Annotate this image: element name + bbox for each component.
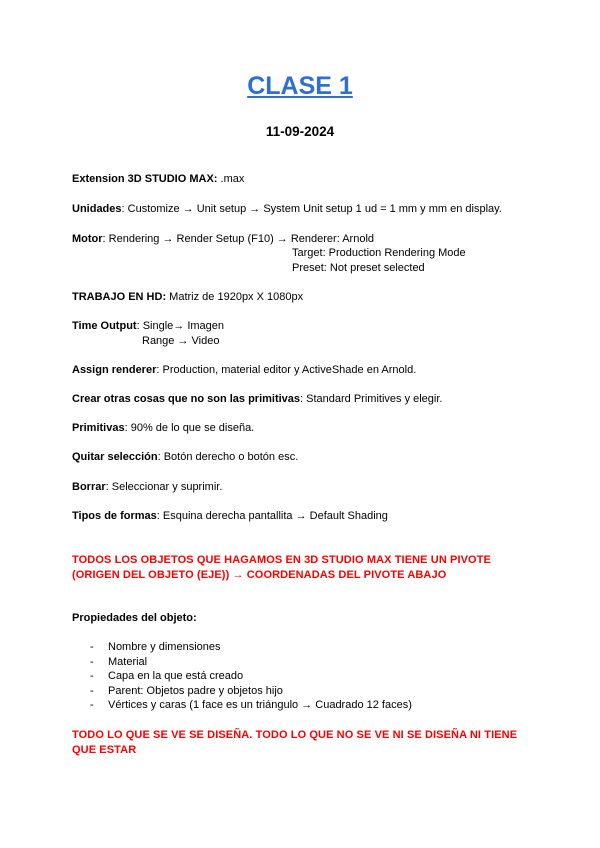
list-item-text: Parent: Objetos padre y objetos hijo [108, 684, 283, 697]
assign-text: : Production, material editor y ActiveShade en Arnold. [156, 364, 417, 376]
unidades-line [72, 202, 502, 216]
list-item [72, 640, 412, 655]
motor-target: Target: Production Rendering Mode [292, 247, 466, 259]
properties-title: Propiedades del objeto: [72, 612, 197, 624]
time-label: Time Output [72, 320, 137, 332]
primitivas-text: : 90% de lo que se diseña. [124, 422, 255, 434]
motor-text: : Rendering → Render Setup (F10) → Renderer: Arnold [102, 233, 375, 245]
crear-label: Crear otras cosas que no son las primitivas [72, 393, 301, 405]
assign-line [72, 363, 416, 377]
properties-list [72, 640, 412, 713]
unidades-text: : Customize → Unit setup → System Unit setup 1 ud = 1 mm y mm en display. [121, 203, 502, 215]
time-line [72, 319, 224, 333]
crear-text: : Standard Primitives y elegir. [300, 393, 443, 405]
time-text: : Single→ Imagen [136, 320, 225, 332]
list-bullet: - [90, 699, 94, 712]
primitivas-label: Primitivas [72, 422, 125, 434]
extension-line [72, 172, 244, 186]
tipos-text: : Esquina derecha pantallita → Default Shading [156, 510, 388, 522]
list-item-text: Capa en la que está creado [108, 670, 244, 683]
list-bullet: - [90, 684, 94, 697]
unidades-label: Unidades [72, 203, 122, 215]
list-item [72, 698, 412, 713]
motor-preset: Preset: Not preset selected [292, 262, 425, 274]
tipos-label: Tipos de formas [72, 510, 157, 522]
quitar-label: Quitar selección [72, 451, 158, 463]
list-item-text: Vértices y caras (1 face es un triángulo → Cuadrado 12 faces) [108, 699, 412, 712]
list-bullet: - [90, 670, 94, 683]
list-item [72, 684, 412, 699]
list-bullet: - [90, 641, 94, 653]
extension-label: Extension 3D STUDIO MAX: [72, 173, 218, 185]
date: 11-09-2024 [265, 124, 335, 139]
borrar-text: : Seleccionar y suprimir. [105, 481, 223, 493]
assign-label: Assign renderer [72, 364, 157, 376]
quitar-text: : Botón derecho o botón esc. [157, 451, 299, 463]
trabajo-label: TRABAJO EN HD: [72, 291, 167, 303]
borrar-label: Borrar [72, 481, 106, 493]
trabajo-line [72, 290, 303, 304]
trabajo-text: Matriz de 1920px X 1080px [166, 291, 304, 303]
quitar-line [72, 450, 298, 464]
design-note: TODO LO QUE SE VE SE DISEÑA. TODO LO QUE NO SE VE NI SE DISEÑA NI TIENE QUE ESTAR [72, 729, 518, 756]
pivot-note: TODOS LOS OBJETOS QUE HAGAMOS EN 3D STUDIO MAX TIENE UN PIVOTE (ORIGEN DEL OBJETO (EJE)) → COORDENADAS DEL PIVOTE ABAJO [72, 554, 491, 581]
page-title: CLASE 1 [247, 72, 353, 100]
list-item [72, 669, 412, 684]
list-bullet: - [90, 655, 94, 668]
extension-text: .max [217, 173, 245, 185]
primitivas-line [72, 421, 254, 435]
list-item-text: Nombre y dimensiones [108, 641, 221, 653]
tipos-line [72, 509, 388, 523]
borrar-line [72, 480, 222, 494]
time-range: Range → Video [142, 335, 220, 347]
motor-label: Motor [72, 233, 103, 245]
crear-line [72, 392, 442, 406]
list-item-text: Material [108, 655, 148, 668]
motor-line [72, 232, 374, 246]
list-item [72, 655, 412, 670]
